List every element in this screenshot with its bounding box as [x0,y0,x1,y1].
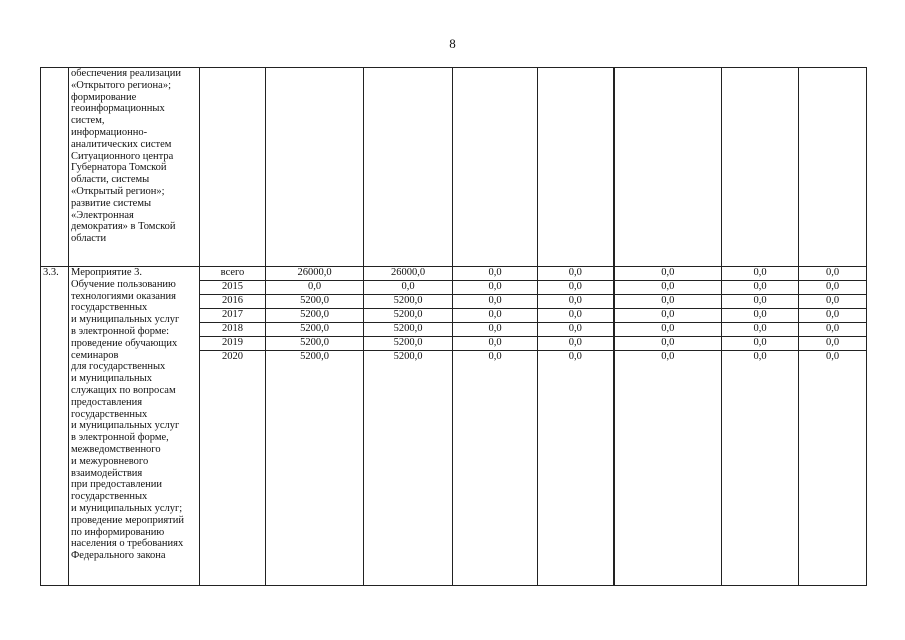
value-cell: 26000,0 [266,267,364,281]
number-cell-empty [41,68,69,267]
value-cell: 0,0 [538,267,614,281]
empty-cell [266,68,364,267]
continuation-line: информационно- [71,126,148,138]
value-cell: 0,0 [266,281,364,295]
item-description [69,267,200,586]
value-cell: 0,0 [614,323,722,337]
description-line: в электронной форме, [71,432,169,444]
continuation-line: систем, [71,115,105,127]
continuation-line: формирование [71,91,137,103]
empty-cell [200,68,266,267]
description-line: семинаров [71,349,119,361]
description-line: проведение обучающих [71,337,178,349]
value-cell: 0,0 [722,337,799,351]
description-line: при предоставлении [71,479,162,491]
value-cell: 5200,0 [364,295,453,309]
value-cell: 0,0 [538,337,614,351]
continuation-line: Ситуационного центра [71,150,174,162]
value-cell: 0,0 [538,281,614,295]
value-cell: 5200,0 [364,323,453,337]
description-line: технологиями оказания [71,290,176,302]
description-line: и муниципальных услуг [71,314,180,326]
empty-cell [722,68,799,267]
year-cell: 2016 [200,295,266,309]
value-cell: 26000,0 [364,267,453,281]
value-cell: 5200,0 [364,337,453,351]
description-line: Мероприятие 3. [71,267,143,278]
value-cell: 0,0 [614,351,722,586]
description-line: взаимодействия [71,467,143,479]
value-cell: 5200,0 [364,351,453,586]
empty-cell [364,68,453,267]
year-cell: всего [200,267,266,281]
value-cell: 5200,0 [266,309,364,323]
value-cell: 0,0 [722,267,799,281]
value-cell: 0,0 [453,295,538,309]
description-line: для государственных [71,361,166,373]
continuation-description [69,68,200,267]
value-cell: 0,0 [453,281,538,295]
description-line: государственных [71,302,148,314]
value-cell: 0,0 [453,309,538,323]
value-cell: 0,0 [614,295,722,309]
value-cell: 0,0 [722,281,799,295]
table-row [41,267,867,281]
value-cell: 0,0 [614,267,722,281]
description-line: по информированию [71,526,165,538]
continuation-line: развитие системы [71,197,152,209]
description-line: проведение мероприятий [71,514,185,526]
value-cell: 0,0 [453,337,538,351]
value-cell: 0,0 [538,295,614,309]
page-number: 8 [449,36,456,51]
continuation-line: геоинформационных [71,103,165,115]
year-cell: 2018 [200,323,266,337]
continuation-line: «Электронная [71,209,134,221]
value-cell: 5200,0 [266,351,364,586]
empty-cell [799,68,867,267]
description-line: Федерального закона [71,550,166,562]
value-cell: 0,0 [453,351,538,586]
value-cell: 5200,0 [266,323,364,337]
value-cell: 0,0 [722,323,799,337]
value-cell: 0,0 [799,295,867,309]
continuation-row [41,68,867,267]
description-line: и муниципальных [71,373,152,385]
item-number: 3.3. [41,267,69,586]
value-cell: 0,0 [614,309,722,323]
description-line: государственных [71,408,148,420]
description-line: и межуровневого [71,455,149,467]
value-cell: 0,0 [364,281,453,295]
description-line: в электронной форме: [71,325,170,337]
description-line: и муниципальных услуг; [71,502,183,514]
continuation-line: «Открытого региона»; [71,79,171,91]
continuation-line: области, системы [71,174,150,186]
description-line: служащих по вопросам [71,384,176,396]
value-cell: 5200,0 [266,337,364,351]
year-cell: 2015 [200,281,266,295]
value-cell: 0,0 [799,281,867,295]
value-cell: 0,0 [538,351,614,586]
continuation-line: Губернатора Томской [71,162,167,174]
value-cell: 0,0 [799,323,867,337]
value-cell: 0,0 [799,351,867,586]
value-cell: 5200,0 [266,295,364,309]
continuation-line: обеспечения реализации [71,68,182,79]
value-cell: 0,0 [453,323,538,337]
description-line: предоставления [71,396,143,408]
empty-cell [453,68,538,267]
year-cell: 2020 [200,351,266,586]
value-cell: 0,0 [538,309,614,323]
value-cell: 0,0 [799,267,867,281]
year-cell: 2019 [200,337,266,351]
value-cell: 0,0 [722,309,799,323]
continuation-line: «Открытый регион»; [71,185,165,197]
year-cell: 2017 [200,309,266,323]
empty-cell [614,68,722,267]
description-line: и муниципальных услуг [71,420,180,432]
value-cell: 0,0 [614,281,722,295]
value-cell: 0,0 [799,337,867,351]
value-cell: 0,0 [722,351,799,586]
budget-table [40,67,867,586]
continuation-line: демократия» в Томской [71,221,176,233]
value-cell: 5200,0 [364,309,453,323]
description-line: населения о требованиях [71,538,184,550]
value-cell: 0,0 [453,267,538,281]
value-cell: 0,0 [614,337,722,351]
description-line: Обучение пользованию [71,278,176,290]
continuation-line: области [71,233,107,245]
continuation-line: аналитических систем [71,138,172,150]
value-cell: 0,0 [722,295,799,309]
value-cell: 0,0 [799,309,867,323]
description-line: межведомственного [71,443,161,455]
description-line: государственных [71,491,148,503]
value-cell: 0,0 [538,323,614,337]
empty-cell [538,68,614,267]
